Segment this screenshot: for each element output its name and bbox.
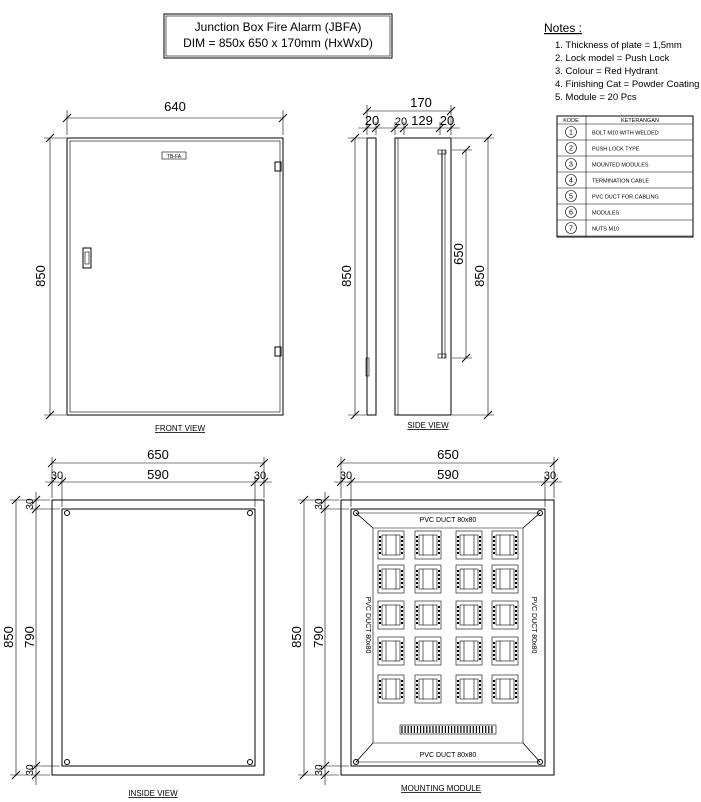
module-block	[456, 565, 482, 593]
inside-view-label: INSIDE VIEW	[128, 789, 178, 798]
bolt-icon	[248, 511, 253, 516]
module-block	[492, 531, 518, 559]
module-block	[378, 637, 404, 665]
mounting-view-label: MOUNTING MODULE	[401, 784, 481, 793]
side-d1-dim: 20	[364, 113, 380, 128]
inside-v2-dim: 30	[25, 764, 36, 776]
duct-top-label: PVC DUCT 80x80	[419, 517, 477, 524]
title-block	[164, 14, 392, 58]
module-block	[415, 637, 441, 665]
front-height-dim: 850	[33, 265, 48, 287]
mounting-m1-dim: 30	[339, 470, 353, 482]
legend-code: 5	[569, 193, 573, 201]
legend-table	[557, 116, 693, 237]
duct-right-label: PVC DUCT 80x80	[530, 596, 537, 654]
note-4: 4. Finishing Cat = Powder Coating	[555, 79, 700, 90]
module-block	[415, 565, 441, 593]
module-block	[378, 565, 404, 593]
module-block	[378, 531, 404, 559]
mounting-m2-dim: 30	[543, 470, 557, 482]
module-block	[378, 675, 404, 703]
module-block	[415, 675, 441, 703]
legend-desc: PUSH LOCK TYPE	[592, 146, 640, 153]
module-block	[492, 637, 518, 665]
module-block	[415, 531, 441, 559]
push-lock-icon	[83, 248, 91, 268]
inside-height-dim: 850	[1, 626, 16, 648]
notes-block	[544, 21, 699, 103]
legend-desc: MODULES	[592, 210, 620, 217]
title-line-2: DIM = 850x 650 x 170mm (HxWxD)	[183, 36, 373, 50]
legend-desc: BOLT M10 WITH WELDED	[592, 130, 659, 137]
side-d3-dim: 129	[411, 113, 433, 128]
legend-code: 6	[569, 209, 573, 217]
side-view	[339, 95, 494, 430]
mounting-module-view	[289, 447, 562, 793]
mounting-v2-dim: 30	[314, 764, 325, 776]
note-3: 3. Colour = Red Hydrant	[555, 66, 658, 77]
duct-left-label: PVC DUCT 80x80	[364, 596, 371, 654]
side-height-handle-dim: 650	[451, 243, 466, 265]
note-5: 5. Module = 20 Pcs	[555, 92, 637, 103]
duct-bottom-label: PVC DUCT 80x80	[419, 752, 477, 759]
mounting-total-dim: 650	[437, 447, 459, 462]
notes-heading: Notes :	[544, 21, 583, 35]
legend-code: 2	[569, 145, 573, 153]
mounting-inner-height-dim: 790	[311, 626, 326, 648]
module-block	[456, 637, 482, 665]
module-block	[492, 565, 518, 593]
inside-inner-height-dim: 790	[22, 626, 37, 648]
bolt-icon	[65, 511, 70, 516]
title-line-1: Junction Box Fire Alarm (JBFA)	[194, 20, 362, 34]
front-panel	[67, 138, 283, 415]
module-block	[378, 601, 404, 629]
module-block	[456, 675, 482, 703]
legend-desc: TERMINATION CABLE	[592, 178, 650, 185]
note-2: 2. Lock model = Push Lock	[555, 53, 670, 64]
legend-code: 3	[569, 161, 573, 169]
mounting-height-dim: 850	[289, 626, 304, 648]
module-block	[492, 675, 518, 703]
front-tag-text: TB-FA	[166, 154, 182, 160]
front-view-label: FRONT VIEW	[154, 424, 206, 433]
inside-inner-dim: 590	[147, 467, 169, 482]
legend-code: 4	[569, 177, 573, 185]
side-d4-dim: 20	[439, 113, 455, 128]
inside-plate	[62, 509, 255, 766]
legend-desc: NUTS M10	[592, 226, 620, 233]
note-1: 1. Thickness of plate = 1,5mm	[555, 40, 682, 51]
inside-m1-dim: 30	[50, 470, 64, 482]
legend-code: 7	[569, 225, 573, 233]
legend-desc: MOUNTED MODULES	[592, 162, 649, 169]
front-view	[33, 99, 287, 433]
side-d2-dim: 20	[394, 116, 408, 128]
side-height-right-dim: 850	[472, 265, 487, 287]
module-block	[456, 601, 482, 629]
inside-v1-dim: 30	[25, 498, 36, 510]
side-view-label: SIDE VIEW	[407, 421, 449, 430]
side-total-dim: 170	[410, 95, 432, 110]
mounting-inner-dim: 590	[437, 467, 459, 482]
side-door	[367, 138, 376, 415]
module-block	[415, 601, 441, 629]
inside-view	[1, 447, 272, 798]
mounting-v1-dim: 30	[314, 498, 325, 510]
inside-m2-dim: 30	[253, 470, 267, 482]
side-body	[395, 138, 451, 415]
side-height-left-dim: 850	[339, 265, 354, 287]
legend-header-desc: KETERANGAN	[621, 118, 659, 124]
inside-total-dim: 650	[147, 447, 169, 462]
module-block	[456, 531, 482, 559]
legend-desc: PVC DUCT FOR CABLING	[592, 194, 659, 201]
legend-code: 1	[569, 129, 573, 137]
legend-header-code: KODE	[563, 118, 579, 124]
module-block	[492, 601, 518, 629]
bolt-icon	[65, 760, 70, 765]
inside-outer-frame	[52, 500, 264, 775]
bolt-icon	[248, 760, 253, 765]
front-width-dim: 640	[164, 99, 186, 114]
